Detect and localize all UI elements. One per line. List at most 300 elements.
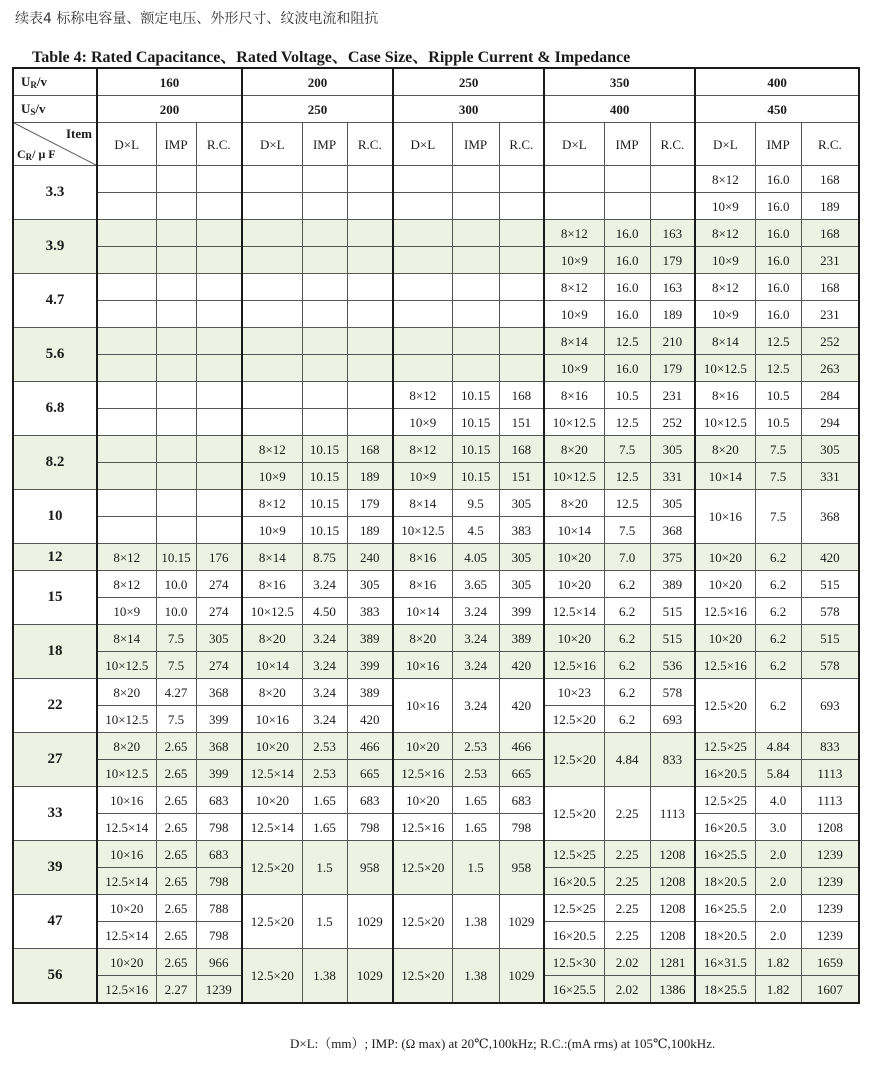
rc-cell: 798 xyxy=(347,814,393,841)
rc-cell: 1659 xyxy=(801,949,859,976)
rc-cell: 168 xyxy=(499,382,544,409)
rc-cell: 294 xyxy=(801,409,859,436)
imp-cell: 6.2 xyxy=(604,679,650,706)
dxl-cell: 12.5×25 xyxy=(695,787,755,814)
dxl-cell: 12.5×20 xyxy=(242,841,302,895)
imp-cell: 3.0 xyxy=(755,814,801,841)
item-capacitance-corner xyxy=(13,123,97,166)
imp-cell: 16.0 xyxy=(604,301,650,328)
imp-cell: 9.5 xyxy=(452,490,499,517)
dxl-cell: 8×12 xyxy=(695,166,755,193)
dxl-cell: 10×12.5 xyxy=(695,409,755,436)
imp-cell xyxy=(302,166,347,193)
imp-cell: 1.82 xyxy=(755,949,801,976)
rc-cell: 536 xyxy=(650,652,695,679)
rc-cell: 368 xyxy=(650,517,695,544)
imp-cell: 1.38 xyxy=(452,895,499,949)
table-row xyxy=(13,409,859,436)
dxl-cell xyxy=(97,247,156,274)
imp-cell xyxy=(156,193,196,220)
rc-cell xyxy=(347,247,393,274)
rc-cell: 399 xyxy=(347,652,393,679)
imp-cell: 3.24 xyxy=(452,679,499,733)
dxl-cell: 8×12 xyxy=(393,436,452,463)
dxl-cell xyxy=(544,193,604,220)
imp-cell: 1.65 xyxy=(452,787,499,814)
imp-cell xyxy=(452,355,499,382)
imp-cell: 2.0 xyxy=(755,841,801,868)
imp-cell: 3.24 xyxy=(452,625,499,652)
imp-cell: 2.25 xyxy=(604,841,650,868)
imp-cell: 16.0 xyxy=(604,220,650,247)
rc-cell: 331 xyxy=(650,463,695,490)
imp-cell xyxy=(452,220,499,247)
imp-cell: 7.5 xyxy=(604,517,650,544)
capacitance-value: 4.7 xyxy=(13,274,97,328)
dxl-cell: 8×20 xyxy=(695,436,755,463)
rc-cell: 683 xyxy=(196,841,242,868)
dxl-cell: 16×25.5 xyxy=(544,976,604,1004)
imp-cell: 2.65 xyxy=(156,841,196,868)
table-row xyxy=(13,193,859,220)
rated-voltage-350: 350 xyxy=(544,68,695,96)
rc-cell: 151 xyxy=(499,409,544,436)
surge-voltage-label: $U_S/v$ xyxy=(13,96,97,123)
imp-cell: 1.65 xyxy=(302,814,347,841)
imp-cell: 3.24 xyxy=(302,706,347,733)
dxl-cell: 10×20 xyxy=(242,733,302,760)
dxl-cell xyxy=(97,193,156,220)
rc-cell: 305 xyxy=(499,490,544,517)
dxl-cell xyxy=(393,247,452,274)
imp-cell: 2.65 xyxy=(156,760,196,787)
rc-cell: 1239 xyxy=(196,976,242,1004)
rc-cell: 958 xyxy=(347,841,393,895)
dxl-cell: 16×25.5 xyxy=(695,895,755,922)
dxl-cell: 8×14 xyxy=(393,490,452,517)
imp-cell xyxy=(302,409,347,436)
rc-cell: 274 xyxy=(196,598,242,625)
capacitance-value: 33 xyxy=(13,787,97,841)
rc-cell xyxy=(347,274,393,301)
imp-cell xyxy=(452,328,499,355)
imp-cell xyxy=(156,166,196,193)
subheader-imp: IMP xyxy=(156,123,196,166)
imp-cell: 7.0 xyxy=(604,544,650,571)
dxl-cell: 8×16 xyxy=(393,544,452,571)
imp-cell: 3.24 xyxy=(302,652,347,679)
capacitance-value: 8.2 xyxy=(13,436,97,490)
rc-cell: 383 xyxy=(499,517,544,544)
table-caption-en: Table 4: Rated Capacitance、Rated Voltage、Case Size、Ripple Current & Impedance xyxy=(32,49,631,66)
rc-cell: 274 xyxy=(196,652,242,679)
rc-cell: 578 xyxy=(801,652,859,679)
dxl-cell: 12.5×16 xyxy=(393,814,452,841)
rc-cell: 420 xyxy=(801,544,859,571)
dxl-cell: 10×20 xyxy=(544,625,604,652)
imp-cell: 4.50 xyxy=(302,598,347,625)
rc-cell: 1239 xyxy=(801,922,859,949)
rc-cell: 466 xyxy=(347,733,393,760)
dxl-cell: 10×14 xyxy=(695,463,755,490)
rc-cell: 665 xyxy=(499,760,544,787)
rc-cell: 389 xyxy=(499,625,544,652)
rc-cell: 274 xyxy=(196,571,242,598)
imp-cell: 2.0 xyxy=(755,922,801,949)
dxl-cell: 12.5×16 xyxy=(97,976,156,1004)
rc-cell: 389 xyxy=(650,571,695,598)
imp-cell: 16.0 xyxy=(755,166,801,193)
dxl-cell: 10×12.5 xyxy=(695,355,755,382)
imp-cell: 2.53 xyxy=(302,760,347,787)
imp-cell: 4.05 xyxy=(452,544,499,571)
rc-cell xyxy=(499,301,544,328)
dxl-cell: 8×12 xyxy=(97,571,156,598)
rc-cell: 683 xyxy=(499,787,544,814)
imp-cell: 4.27 xyxy=(156,679,196,706)
capacitance-value: 22 xyxy=(13,679,97,733)
rc-cell: 284 xyxy=(801,382,859,409)
imp-cell xyxy=(156,409,196,436)
imp-cell: 5.84 xyxy=(755,760,801,787)
rc-cell: 305 xyxy=(499,571,544,598)
dxl-cell: 12.5×20 xyxy=(544,706,604,733)
rc-cell: 966 xyxy=(196,949,242,976)
subheader-dxl: D×L xyxy=(97,123,156,166)
imp-cell: 4.84 xyxy=(604,733,650,787)
imp-cell xyxy=(452,301,499,328)
imp-cell: 10.5 xyxy=(755,382,801,409)
imp-cell: 6.2 xyxy=(755,544,801,571)
dxl-cell: 10×9 xyxy=(242,463,302,490)
imp-cell xyxy=(156,382,196,409)
dxl-cell: 8×16 xyxy=(695,382,755,409)
dxl-cell xyxy=(242,220,302,247)
dxl-cell: 10×9 xyxy=(695,247,755,274)
dxl-cell: 8×20 xyxy=(544,436,604,463)
dxl-cell: 10×9 xyxy=(695,193,755,220)
dxl-cell: 8×12 xyxy=(544,220,604,247)
rc-cell xyxy=(196,517,242,544)
dxl-cell: 10×16 xyxy=(242,706,302,733)
capacitance-value: 3.9 xyxy=(13,220,97,274)
imp-cell: 1.65 xyxy=(452,814,499,841)
imp-cell: 12.5 xyxy=(604,463,650,490)
rc-cell: 210 xyxy=(650,328,695,355)
rc-cell xyxy=(196,382,242,409)
dxl-cell: 12.5×14 xyxy=(242,814,302,841)
dxl-cell: 8×20 xyxy=(242,625,302,652)
rc-cell: 1208 xyxy=(650,895,695,922)
dxl-cell: 10×14 xyxy=(393,598,452,625)
rc-cell: 263 xyxy=(801,355,859,382)
rc-cell xyxy=(499,193,544,220)
rc-cell: 1239 xyxy=(801,895,859,922)
dxl-cell: 8×20 xyxy=(97,679,156,706)
dxl-cell: 10×12.5 xyxy=(97,706,156,733)
rc-cell xyxy=(347,382,393,409)
dxl-cell xyxy=(97,355,156,382)
imp-cell: 16.0 xyxy=(755,247,801,274)
rc-cell: 375 xyxy=(650,544,695,571)
rc-cell: 466 xyxy=(499,733,544,760)
subheader-row xyxy=(13,123,859,166)
dxl-cell xyxy=(242,274,302,301)
dxl-cell: 12.5×16 xyxy=(695,598,755,625)
table-row xyxy=(13,841,859,868)
rc-cell: 1208 xyxy=(650,922,695,949)
rc-cell xyxy=(347,193,393,220)
dxl-cell xyxy=(242,166,302,193)
rc-cell: 163 xyxy=(650,274,695,301)
dxl-cell xyxy=(393,166,452,193)
subheader-rc: R.C. xyxy=(801,123,859,166)
imp-cell xyxy=(604,193,650,220)
rc-cell: 798 xyxy=(499,814,544,841)
dxl-cell: 10×23 xyxy=(544,679,604,706)
imp-cell: 2.25 xyxy=(604,922,650,949)
imp-cell: 3.24 xyxy=(302,625,347,652)
imp-cell: 10.15 xyxy=(452,463,499,490)
imp-cell: 2.65 xyxy=(156,895,196,922)
rated-voltage-250: 250 xyxy=(393,68,544,96)
imp-cell: 7.5 xyxy=(755,436,801,463)
imp-cell: 16.0 xyxy=(604,274,650,301)
imp-cell: 2.02 xyxy=(604,976,650,1004)
rc-cell: 189 xyxy=(650,301,695,328)
rc-cell xyxy=(347,328,393,355)
dxl-cell xyxy=(97,490,156,517)
item-label: Item xyxy=(66,126,92,141)
imp-cell xyxy=(302,220,347,247)
imp-cell: 2.25 xyxy=(604,895,650,922)
dxl-cell: 8×14 xyxy=(544,328,604,355)
rc-cell xyxy=(499,166,544,193)
dxl-cell: 8×12 xyxy=(695,220,755,247)
dxl-cell: 8×12 xyxy=(242,490,302,517)
dxl-cell: 12.5×20 xyxy=(544,787,604,841)
imp-cell xyxy=(156,328,196,355)
dxl-cell: 18×20.5 xyxy=(695,868,755,895)
rc-cell: 305 xyxy=(347,571,393,598)
rc-cell: 305 xyxy=(650,490,695,517)
dxl-cell: 12.5×14 xyxy=(97,922,156,949)
rc-cell xyxy=(196,193,242,220)
dxl-cell: 10×20 xyxy=(97,949,156,976)
capacitance-value: 6.8 xyxy=(13,382,97,436)
rc-cell xyxy=(196,355,242,382)
imp-cell: 2.27 xyxy=(156,976,196,1004)
rc-cell: 305 xyxy=(650,436,695,463)
dxl-cell: 8×12 xyxy=(97,544,156,571)
rc-cell: 1208 xyxy=(801,814,859,841)
rc-cell: 368 xyxy=(801,490,859,544)
dxl-cell: 12.5×16 xyxy=(393,760,452,787)
imp-cell: 16.0 xyxy=(604,355,650,382)
rc-cell: 189 xyxy=(347,517,393,544)
table-row xyxy=(13,733,859,760)
imp-cell: 6.2 xyxy=(755,598,801,625)
rc-cell: 168 xyxy=(499,436,544,463)
surge-voltage-200: 200 xyxy=(97,96,242,123)
dxl-cell: 10×9 xyxy=(393,463,452,490)
table-row xyxy=(13,382,859,409)
dxl-cell xyxy=(242,193,302,220)
imp-cell: 7.5 xyxy=(755,490,801,544)
imp-cell xyxy=(156,436,196,463)
dxl-cell: 10×9 xyxy=(242,517,302,544)
dxl-cell: 8×14 xyxy=(695,328,755,355)
subheader-rc: R.C. xyxy=(650,123,695,166)
imp-cell xyxy=(452,247,499,274)
imp-cell: 2.65 xyxy=(156,787,196,814)
dxl-cell: 8×16 xyxy=(544,382,604,409)
dxl-cell: 10×9 xyxy=(393,409,452,436)
rc-cell: 176 xyxy=(196,544,242,571)
capacitance-value: 18 xyxy=(13,625,97,679)
dxl-cell: 10×12.5 xyxy=(97,760,156,787)
surge-voltage-450: 450 xyxy=(695,96,859,123)
rc-cell: 515 xyxy=(650,625,695,652)
table-row xyxy=(13,544,859,571)
dxl-cell xyxy=(242,328,302,355)
imp-cell: 1.65 xyxy=(302,787,347,814)
rc-cell xyxy=(499,355,544,382)
dxl-cell: 16×20.5 xyxy=(544,922,604,949)
imp-cell: 2.65 xyxy=(156,868,196,895)
table-row xyxy=(13,949,859,976)
imp-cell xyxy=(156,274,196,301)
dxl-cell xyxy=(97,301,156,328)
subheader-rc: R.C. xyxy=(499,123,544,166)
dxl-cell: 10×14 xyxy=(544,517,604,544)
dxl-cell: 10×20 xyxy=(544,544,604,571)
imp-cell xyxy=(302,328,347,355)
rated-voltage-400: 400 xyxy=(695,68,859,96)
rc-cell xyxy=(347,409,393,436)
subheader-imp: IMP xyxy=(452,123,499,166)
imp-cell: 4.0 xyxy=(755,787,801,814)
imp-cell xyxy=(452,193,499,220)
imp-cell: 12.5 xyxy=(604,328,650,355)
table-row xyxy=(13,463,859,490)
dxl-cell xyxy=(393,355,452,382)
rc-cell: 1607 xyxy=(801,976,859,1004)
imp-cell: 1.38 xyxy=(302,949,347,1004)
dxl-cell: 10×12.5 xyxy=(242,598,302,625)
imp-cell: 6.2 xyxy=(755,571,801,598)
rc-cell: 693 xyxy=(650,706,695,733)
dxl-cell: 16×25.5 xyxy=(695,841,755,868)
rc-cell xyxy=(347,301,393,328)
dxl-cell xyxy=(242,301,302,328)
rated-voltage-label: $U_R/v$ xyxy=(13,68,97,96)
dxl-cell: 8×20 xyxy=(544,490,604,517)
rc-cell: 1029 xyxy=(347,949,393,1004)
dxl-cell: 10×20 xyxy=(393,733,452,760)
imp-cell: 1.5 xyxy=(302,895,347,949)
dxl-cell: 8×12 xyxy=(695,274,755,301)
imp-cell: 10.5 xyxy=(604,382,650,409)
rc-cell xyxy=(347,220,393,247)
dxl-cell: 12.5×14 xyxy=(97,868,156,895)
dxl-cell xyxy=(97,220,156,247)
imp-cell: 10.15 xyxy=(452,409,499,436)
imp-cell: 6.2 xyxy=(604,598,650,625)
imp-cell: 8.75 xyxy=(302,544,347,571)
subheader-dxl: D×L xyxy=(242,123,302,166)
table-row xyxy=(13,571,859,598)
rc-cell: 515 xyxy=(650,598,695,625)
table-row xyxy=(13,274,859,301)
imp-cell: 12.5 xyxy=(604,490,650,517)
rc-cell: 1239 xyxy=(801,868,859,895)
dxl-cell: 8×20 xyxy=(393,625,452,652)
rc-cell: 958 xyxy=(499,841,544,895)
rc-cell: 168 xyxy=(347,436,393,463)
rc-cell: 833 xyxy=(801,733,859,760)
dxl-cell xyxy=(393,328,452,355)
rc-cell: 252 xyxy=(650,409,695,436)
imp-cell: 10.15 xyxy=(302,517,347,544)
imp-cell: 2.0 xyxy=(755,895,801,922)
rc-cell: 168 xyxy=(801,274,859,301)
rc-cell: 1029 xyxy=(347,895,393,949)
imp-cell: 10.0 xyxy=(156,598,196,625)
surge-voltage-250: 250 xyxy=(242,96,393,123)
subheader-rc: R.C. xyxy=(347,123,393,166)
rc-cell: 151 xyxy=(499,463,544,490)
imp-cell xyxy=(156,490,196,517)
imp-cell: 1.82 xyxy=(755,976,801,1004)
imp-cell xyxy=(302,301,347,328)
capacitance-value: 10 xyxy=(13,490,97,544)
rc-cell: 163 xyxy=(650,220,695,247)
dxl-cell xyxy=(544,166,604,193)
dxl-cell: 10×16 xyxy=(97,841,156,868)
dxl-cell: 12.5×16 xyxy=(695,652,755,679)
imp-cell: 10.15 xyxy=(452,382,499,409)
rc-cell: 368 xyxy=(196,733,242,760)
table-row xyxy=(13,436,859,463)
imp-cell: 2.53 xyxy=(452,760,499,787)
rc-cell xyxy=(196,409,242,436)
imp-cell xyxy=(302,247,347,274)
rc-cell xyxy=(499,328,544,355)
rc-cell: 833 xyxy=(650,733,695,787)
dxl-cell: 16×20.5 xyxy=(544,868,604,895)
subheader-dxl: D×L xyxy=(393,123,452,166)
rc-cell: 1208 xyxy=(650,868,695,895)
imp-cell: 3.24 xyxy=(452,598,499,625)
dxl-cell: 10×16 xyxy=(97,787,156,814)
rc-cell xyxy=(499,274,544,301)
table-row xyxy=(13,220,859,247)
dxl-cell: 8×16 xyxy=(242,571,302,598)
rc-cell: 305 xyxy=(499,544,544,571)
dxl-cell: 8×16 xyxy=(393,571,452,598)
dxl-cell: 12.5×20 xyxy=(393,949,452,1004)
capacitance-value: 56 xyxy=(13,949,97,1004)
imp-cell xyxy=(302,382,347,409)
imp-cell: 2.25 xyxy=(604,868,650,895)
rc-cell: 231 xyxy=(801,301,859,328)
rc-cell: 420 xyxy=(499,679,544,733)
rc-cell: 1208 xyxy=(650,841,695,868)
rc-cell: 389 xyxy=(347,679,393,706)
imp-cell: 6.2 xyxy=(604,706,650,733)
rated-voltage-200: 200 xyxy=(242,68,393,96)
